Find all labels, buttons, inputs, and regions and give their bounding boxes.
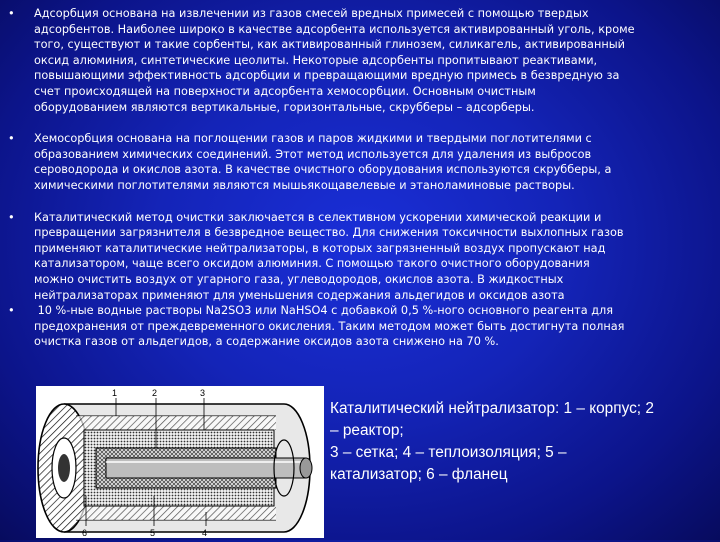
bullet-marker: • xyxy=(8,7,15,20)
bullet-marker: • xyxy=(8,304,15,318)
text-line: оборудованием являются вертикальные, горизонтальные, скрубберы – адсорберы. xyxy=(34,100,535,114)
converter-drawing xyxy=(36,386,324,538)
text-line: образованием химических соединений. Этот метод используется для удаления из выбросов xyxy=(34,147,592,161)
text-line: 10 %-ные водные растворы Na2SO3 или NaHSO4 с добавкой 0,5 %-ного основного реагента для xyxy=(34,304,614,318)
text-line: повышающими эффективность адсорбции и превращающими вредную примесь в безвредную за xyxy=(34,69,620,83)
text-line: катализатором, чаще всего оксидом алюминия. С помощью такого очистного оборудования xyxy=(34,257,590,271)
bullet-chemisorption xyxy=(8,131,708,193)
bullet-adsorption xyxy=(8,6,708,115)
caption-line: 3 – сетка; 4 – теплоизоляция; 5 – xyxy=(330,444,567,461)
text-line: химическими поглотителями являются мышьякощавелевые и этаноламиновые растворы. xyxy=(34,178,575,192)
text-line: Каталитический метод очистки заключается в селективном ускорении химической реакции и xyxy=(34,210,602,224)
text-line: оксид алюминия, синтетические цеолиты. Некоторые адсорбенты пропитывают реактивами, xyxy=(34,53,598,67)
text-line: сероводорода и окислов азота. В качестве очистного оборудования используются скрубберы, а xyxy=(34,163,612,177)
catalytic-converter-figure xyxy=(36,386,324,538)
text-line: очистка газов от альдегидов, а содержание оксидов азота снижено на 70 %. xyxy=(34,335,499,349)
text-line: превращении загрязнителя в безвредное вещество. Для снижения токсичности выхлопных газов xyxy=(34,226,624,240)
text-line: Хемосорбция основана на поглощении газов и паров жидкими и твердыми поглотителями с xyxy=(34,132,592,146)
bullet-marker: • xyxy=(8,132,15,146)
text-line: адсорбентов. Наиболее широко в качестве адсорбента используется активированный уголь, кроме xyxy=(34,22,635,36)
text-line: нейтрализаторах применяют для уменьшения содержания альдегидов и оксидов азота xyxy=(34,288,565,302)
bullet-catalytic xyxy=(8,210,708,304)
text-line: предохранения от преждевременного окисления. Таким методом может быть достигнута полная xyxy=(34,319,625,333)
bullet-marker: • xyxy=(8,210,15,224)
text-line: применяют каталитические нейтрализаторы, в которых загрязненный воздух пропускают над xyxy=(34,241,606,255)
text-line: счет происходящей на поверхности адсорбента хемосорбции. Основным очистным xyxy=(34,84,536,98)
caption-line: – реактор; xyxy=(330,422,404,439)
label-1: 1 xyxy=(112,388,118,398)
slide-text xyxy=(8,6,708,350)
text-line: Адсорбция основана на извлечении из газов смесей вредных примесей с помощью твердых xyxy=(34,7,589,20)
label-6: 6 xyxy=(82,528,88,538)
caption-line: Каталитический нейтрализатор: 1 – корпус; 2 xyxy=(330,400,654,417)
label-4: 4 xyxy=(202,528,208,538)
bullet-solutions xyxy=(8,303,708,350)
label-3: 3 xyxy=(200,388,206,398)
text-line: того, существуют и такие сорбенты, как активированный глинозем, силикагель, активированный xyxy=(34,38,625,52)
text-line: можно очистить воздух от угарного газа, углеводородов, окислов азота. В жидкостных xyxy=(34,272,564,286)
label-5: 5 xyxy=(150,528,156,538)
figure-caption xyxy=(330,398,720,486)
caption-line: катализатор; 6 – фланец xyxy=(330,466,508,483)
label-2: 2 xyxy=(152,388,158,398)
